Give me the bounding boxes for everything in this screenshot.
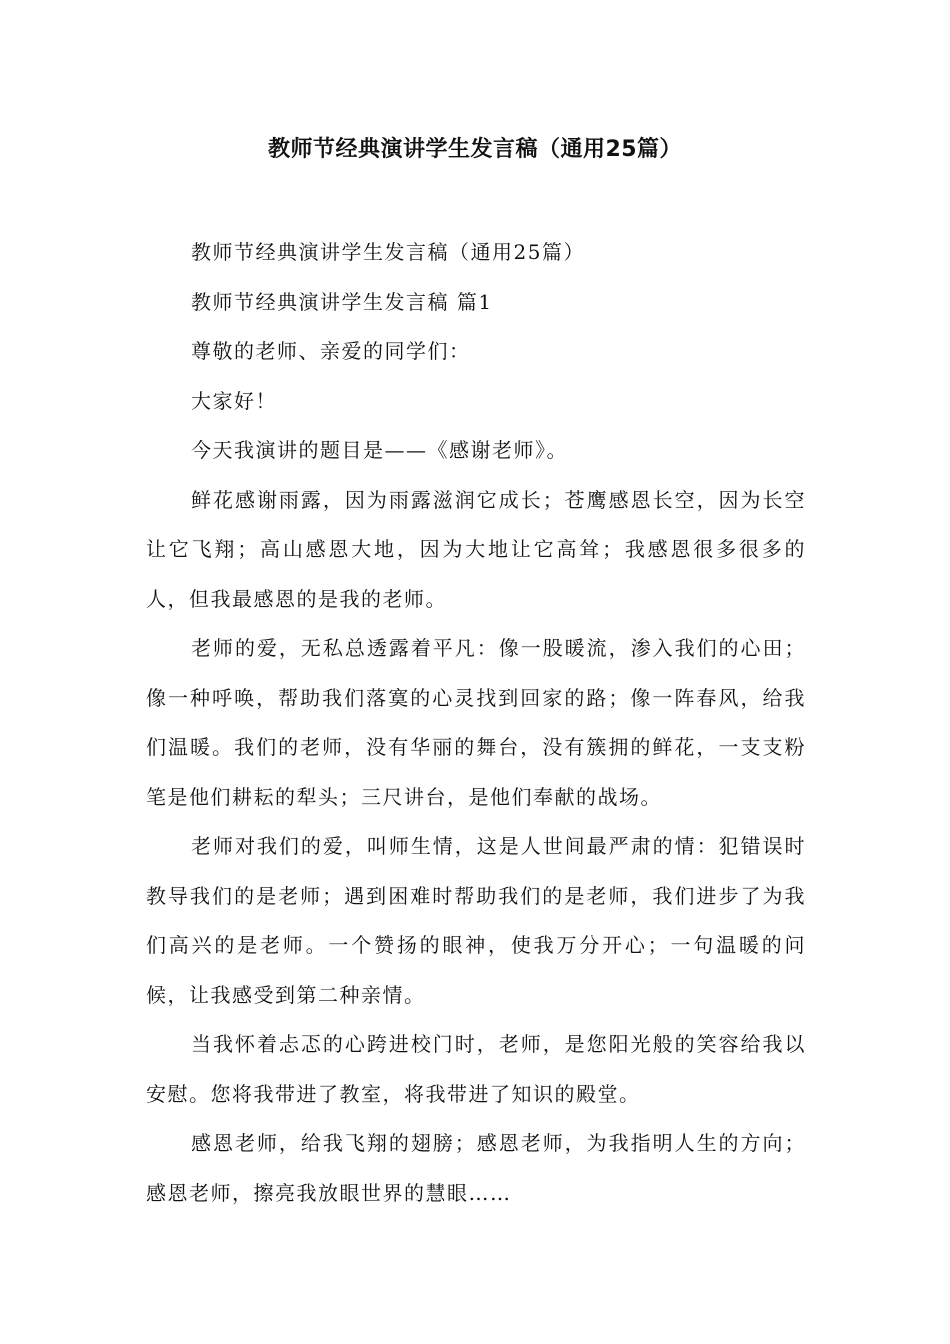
paragraph-subtitle: 教师节经典演讲学生发言稿（通用25篇） [191,240,585,264]
paragraph-body: 感恩老师，给我飞翔的翅膀；感恩老师，为我指明人生的方向；感恩老师，擦亮我放眼世界的慧眼…… [146,1131,806,1205]
paragraph-body: 当我怀着忐忑的心跨进校门时，老师，是您阳光般的笑容给我以安慰。您将我带进了教室，将我带进了知识的殿堂。 [146,1032,806,1106]
paragraph-body: 老师对我们的爱，叫师生情，这是人世间最严肃的情：犯错误时教导我们的是老师；遇到困难时帮助我们的是老师，我们进步了为我们高兴的是老师。一个赞扬的眼神，使我万分开心；一句温暖的问候，让我感受到第二种亲情。 [146,834,806,1007]
paragraph-section-heading: 教师节经典演讲学生发言稿 篇1 [191,289,493,314]
paragraph-body: 鲜花感谢雨露，因为雨露滋润它成长；苍鹰感恩长空，因为长空让它飞翔；高山感恩大地，因为大地让它高耸；我感恩很多很多的人，但我最感恩的是我的老师。 [146,487,806,611]
document-title: 教师节经典演讲学生发言稿（通用25篇） [267,137,683,162]
paragraph-topic: 今天我演讲的题目是——《感谢老师》。 [191,438,568,462]
document-body [146,228,806,1218]
paragraph-body: 老师的爱，无私总透露着平凡：像一股暖流，渗入我们的心田；像一种呼唤，帮助我们落寞的心灵找到回家的路；像一阵春风，给我们温暖。我们的老师，没有华丽的舞台，没有簇拥的鲜花，一支支粉笔是他们耕耘的犁头；三尺讲台，是他们奉献的战场。 [146,636,806,809]
paragraph-salutation: 尊敬的老师、亲爱的同学们： [191,339,471,363]
paragraph-greeting: 大家好！ [191,388,277,413]
